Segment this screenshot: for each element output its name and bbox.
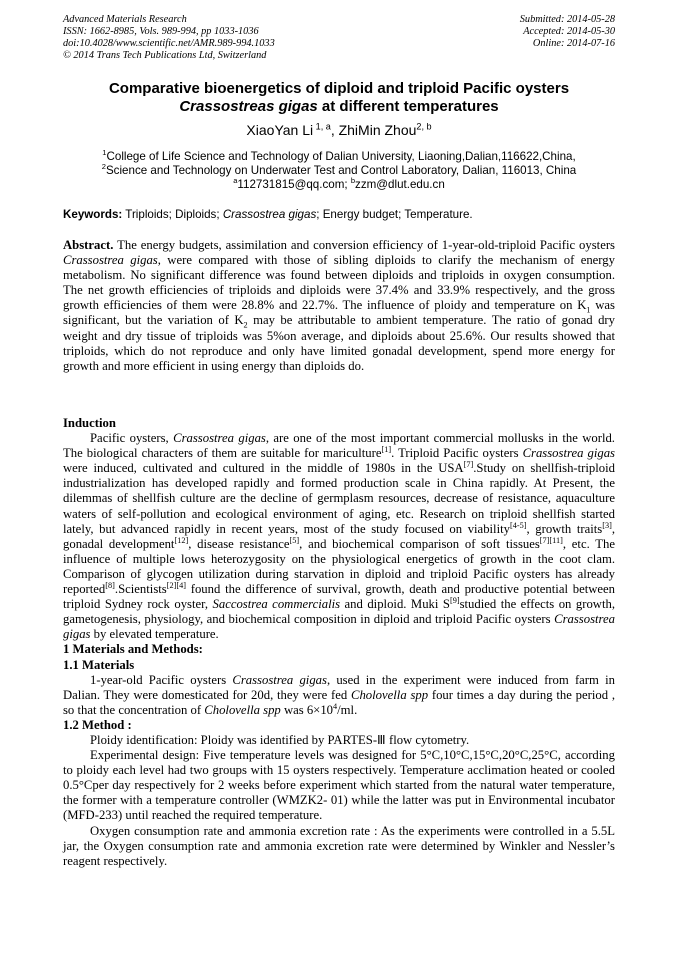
section-heading-induction: Induction bbox=[63, 416, 116, 430]
journal-issn: ISSN: 1662-8985, Vols. 989-994, pp 1033-1036 bbox=[63, 26, 259, 37]
section-heading-methods: 1 Materials and Methods: bbox=[63, 642, 203, 657]
journal-name: Advanced Materials Research bbox=[63, 14, 187, 25]
induction-paragraph: Pacific oysters, Crassostrea gigas, are one of the most important commercial mollusks in the world. The biological characters of them are suitable for mariculture[1]. Triploid Pacific oysters Crassostrea gigas were induced, cultivated and cultured in the middle of 1980s in the USA[7].Study on shellfish-triploid industrialization has developed rapidly and formed production scale in China rapidly. At Present, the dilemmas of shellfish culture are the decline of germplasm resources, decrease of resistance, aquaculture waters of self-pollution and ecological environment of aging, etc. Research on triploid shellfish started lately, but advanced rapidly in recent years, most of the study focused on viability[4-5], growth traits[3], gonadal development[12], disease resistance[5], and biochemical comparison of soft tissues[7][11], etc. The influence of multiple lows heterozygosity on the physiological energetics of growth in the coot clam. Comparison of glycogen utilization during starvation in diploid and triploid Pacific oysters has already reported[8].Scientists[2][4] found the difference of survival, growth, death and productive potential between triploid Sydney rock oyster, Saccostrea commercialis and diploid. Muki S[9]studied the effects on growth, gametogenesis, physiology, and biochemical composition in diploid and triploid Pacific oysters Crassostrea gigas by elevated temperature. bbox=[63, 431, 616, 642]
citation[interactable]: [7][11] bbox=[539, 535, 563, 545]
abstract bbox=[63, 238, 615, 374]
author-2: ZhiMin Zhou bbox=[338, 122, 417, 138]
keywords: Keywords: Triploids; Diploids; Crassostrea gigas; Energy budget; Temperature. bbox=[63, 208, 473, 221]
author-1: XiaoYan Li bbox=[246, 122, 314, 138]
abstract-label: Abstract. bbox=[63, 238, 114, 252]
email-b[interactable]: zzm@dlut.edu.cn bbox=[355, 178, 445, 191]
submitted-date: Submitted: 2014-05-28 bbox=[519, 14, 615, 25]
dates-header bbox=[520, 14, 615, 50]
citation[interactable]: [5] bbox=[289, 535, 300, 545]
title-line-2: Crassostreas gigas at different temperatures bbox=[179, 98, 499, 115]
email-a[interactable]: 112731815@qq.com; bbox=[237, 178, 351, 191]
accepted-date: Accepted: 2014-05-30 bbox=[523, 26, 615, 37]
citation[interactable]: [1] bbox=[381, 444, 392, 454]
keywords-label: Keywords: bbox=[63, 208, 123, 221]
subsection-heading-materials: 1.1 Materials bbox=[63, 657, 135, 672]
citation[interactable]: [3] bbox=[602, 520, 612, 530]
abstract-text: Abstract. The energy budgets, assimilation and conversion efficiency of 1-year-old-triploid Pacific oysters Crassostrea gigas, were compared with those of sibling diploids to clarify the mechanism of energy metabolism. No significant difference was found between diploids and triploids in oxygen consumption. The net growth efficiencies of triploids and diploids were 37.4% and 33.9% respectively, and the gross growth efficiencies of them were 28.8% and 22.7%. The influence of ploidy and temperature on $K_1$ was significant, but the variation of $K_2$ may be attributable to ambient temperature. The ratio of gonad dry weight and dry tissue of triploids was 5%on average, and diploids about 25.6%. Our results showed that triploids, which do not reproduce and only have limited gonadal development, spend more energy for growth and more efficient in using energy than diploids do. bbox=[63, 238, 615, 373]
citation[interactable]: [9] bbox=[449, 595, 460, 605]
title-species: Crassostreas gigas bbox=[179, 98, 318, 115]
main-body bbox=[63, 416, 615, 869]
citation[interactable]: [12] bbox=[174, 535, 189, 545]
author-emails: $^a$112731815@qq.com; $^b$zzm@dlut.edu.cn bbox=[233, 176, 445, 191]
citation[interactable]: [2][4] bbox=[166, 580, 186, 590]
online-date: Online: 2014-07-16 bbox=[532, 38, 615, 49]
journal-copyright: © 2014 Trans Tech Publications Ltd, Switzerland bbox=[63, 50, 267, 61]
journal-doi: doi:10.4028/www.scientific.net/AMR.989-994.1033 bbox=[63, 38, 275, 49]
citation[interactable]: [8] bbox=[105, 580, 115, 590]
affiliations bbox=[40, 150, 638, 192]
citation[interactable]: [4-5] bbox=[509, 520, 527, 530]
subsection-heading-method: 1.2 Method : bbox=[63, 717, 132, 732]
materials-paragraph: 1-year-old Pacific oysters Crassostrea gigas, used in the experiment were induced from farm in Dalian. They were domesticated for 20d, they were fed Cholovella spp four times a day during the period , so that the concentration of Cholovella spp was $6\times 10^4/ml$. bbox=[63, 672, 615, 717]
affiliation-1: $^1$College of Life Science and Technology of Dalian University, Liaoning,Dalian,116622,China, bbox=[102, 148, 576, 163]
title-line-1: Comparative bioenergetics of diploid and triploid Pacific oysters bbox=[108, 80, 570, 97]
design-paragraph: Experimental design: Five temperature levels was designed for 5°C,10°C,15°C,20°C,25°C, according to ploidy each level had two groups with 15 oysters respectively. Temperature acclimation heated or cooled 0.5°Cper day respectively for 2 weeks before experiment which started from the natural water temperature, the former with a temperature controller (WMZK2- 01) while the latter was put in Environmental incubator (MFD-233) until reached the required temperature. bbox=[63, 748, 615, 823]
oxygen-paragraph: Oxygen consumption rate and ammonia excretion rate : As the experiments were controlled in a 5.5L jar, the Oxygen consumption rate and ammonia excretion rate were determined by Winkler and Nessler’s reagent respectively. bbox=[63, 823, 615, 868]
author-list: XiaoYan Li $^{1, a}$, ZhiMin Zhou$^{2, b}$ bbox=[246, 121, 432, 138]
affiliation-2: $^2$Science and Technology on Underwater Test and Control Laboratory, Dalian, 116013, China bbox=[101, 162, 577, 177]
ploidy-paragraph: Ploidy identification: Ploidy was identified by PARTES-Ⅲ flow cytometry. bbox=[90, 732, 470, 747]
paper-title bbox=[40, 80, 638, 116]
citation[interactable]: [7] bbox=[463, 460, 474, 470]
journal-header bbox=[63, 14, 275, 62]
